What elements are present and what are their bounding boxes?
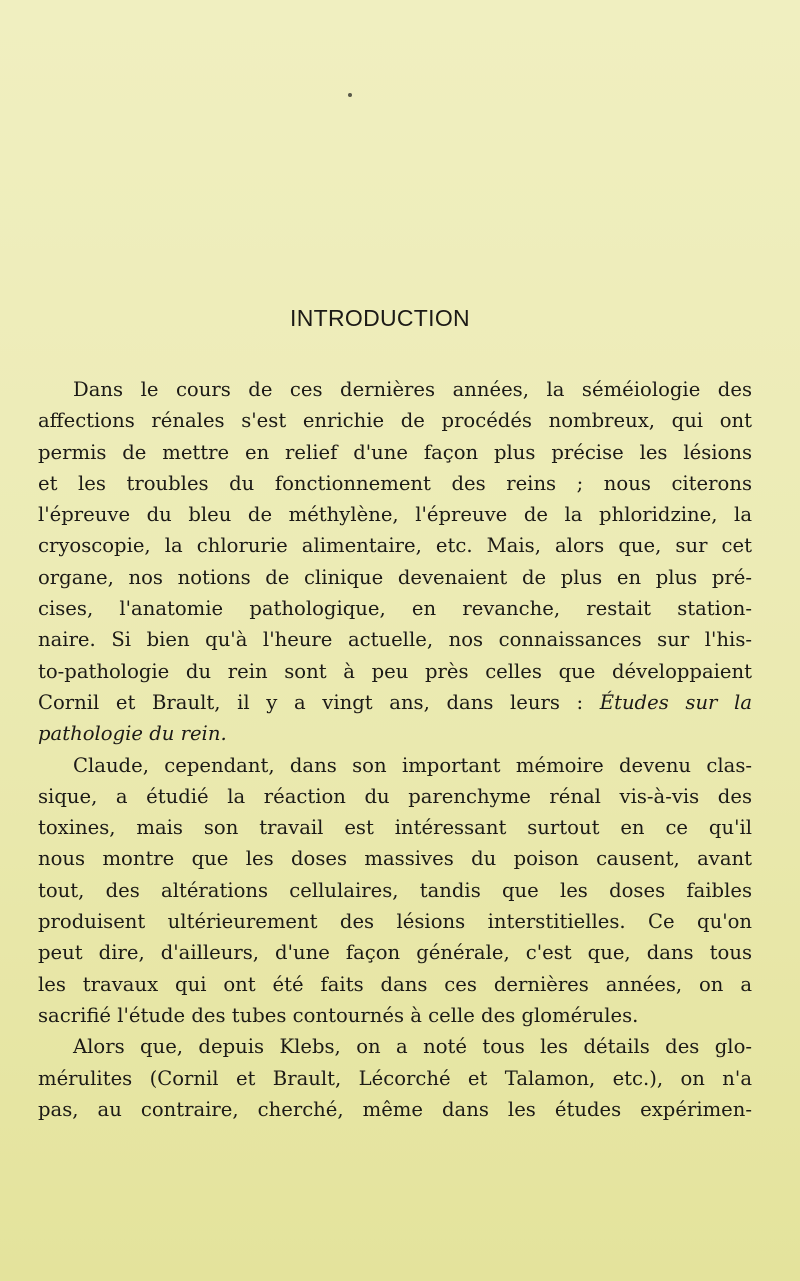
text-line: peut dire, d'ailleurs, d'une façon générale, c'est que, dans tous (38, 941, 752, 965)
ink-speck (348, 93, 352, 97)
text-line-with-title (38, 687, 752, 718)
text-line: mérulites (Cornil et Brault, Lécorché et Talamon, etc.), on n'a (38, 1066, 752, 1090)
text-line: cryoscopie, la chlorurie alimentaire, etc. Mais, alors que, sur cet (38, 534, 752, 558)
text-line: naire. Si bien qu'à l'heure actuelle, nos connaissances sur l'his- (38, 628, 752, 652)
text-line: et les troubles du fonctionnement des reins ; nous citerons (38, 471, 752, 495)
text-line: to-pathologie du rein sont à peu près celles que développaient (38, 659, 752, 683)
text-line: toxines, mais son travail est intéressant surtout en ce qu'il (38, 816, 752, 840)
text-line: Alors que, depuis Klebs, on a noté tous les détails des glo- (73, 1035, 752, 1059)
text-line: sique, a étudié la réaction du parenchyme rénal vis-à-vis des (38, 784, 752, 808)
text-line: les travaux qui ont été faits dans ces dernières années, on a (38, 972, 752, 996)
text-line: permis de mettre en relief d'une façon plus précise les lésions (38, 440, 752, 464)
text-line: Dans le cours de ces dernières années, la séméiologie des (73, 378, 752, 401)
paragraph-3 (38, 1031, 752, 1125)
text-line: produisent ultérieurement des lésions interstitielles. Ce qu'on (38, 910, 752, 934)
text-line: sacrifié l'étude des tubes contournés à celle des glomérules. (38, 1003, 639, 1027)
text-fragment: Cornil et Brault, il y a vingt ans, dans leurs : (38, 690, 600, 714)
page-body (38, 374, 752, 1125)
book-title: Études sur la (599, 690, 752, 714)
text-line: pas, au contraire, cherché, même dans les études expérimen- (38, 1097, 752, 1121)
paragraph-1 (38, 374, 752, 750)
text-line: affections rénales s'est enrichie de procédés nombreux, qui ont (38, 409, 752, 433)
text-line: nous montre que les doses massives du poison causent, avant (38, 847, 752, 871)
text-line: organe, nos notions de clinique devenaient de plus en plus pré- (38, 565, 752, 589)
chapter-title: INTRODUCTION (290, 305, 470, 331)
paragraph-2 (38, 750, 752, 1032)
text-line: Claude, cependant, dans son important mémoire devenu clas- (73, 753, 752, 777)
text-line: l'épreuve du bleu de méthylène, l'épreuve de la phloridzine, la (38, 503, 752, 527)
book-title-continued: pathologie du rein. (38, 722, 227, 746)
text-line: cises, l'anatomie pathologique, en revanche, restait station- (38, 597, 752, 621)
text-line: tout, des altérations cellulaires, tandis que les doses faibles (38, 878, 752, 902)
